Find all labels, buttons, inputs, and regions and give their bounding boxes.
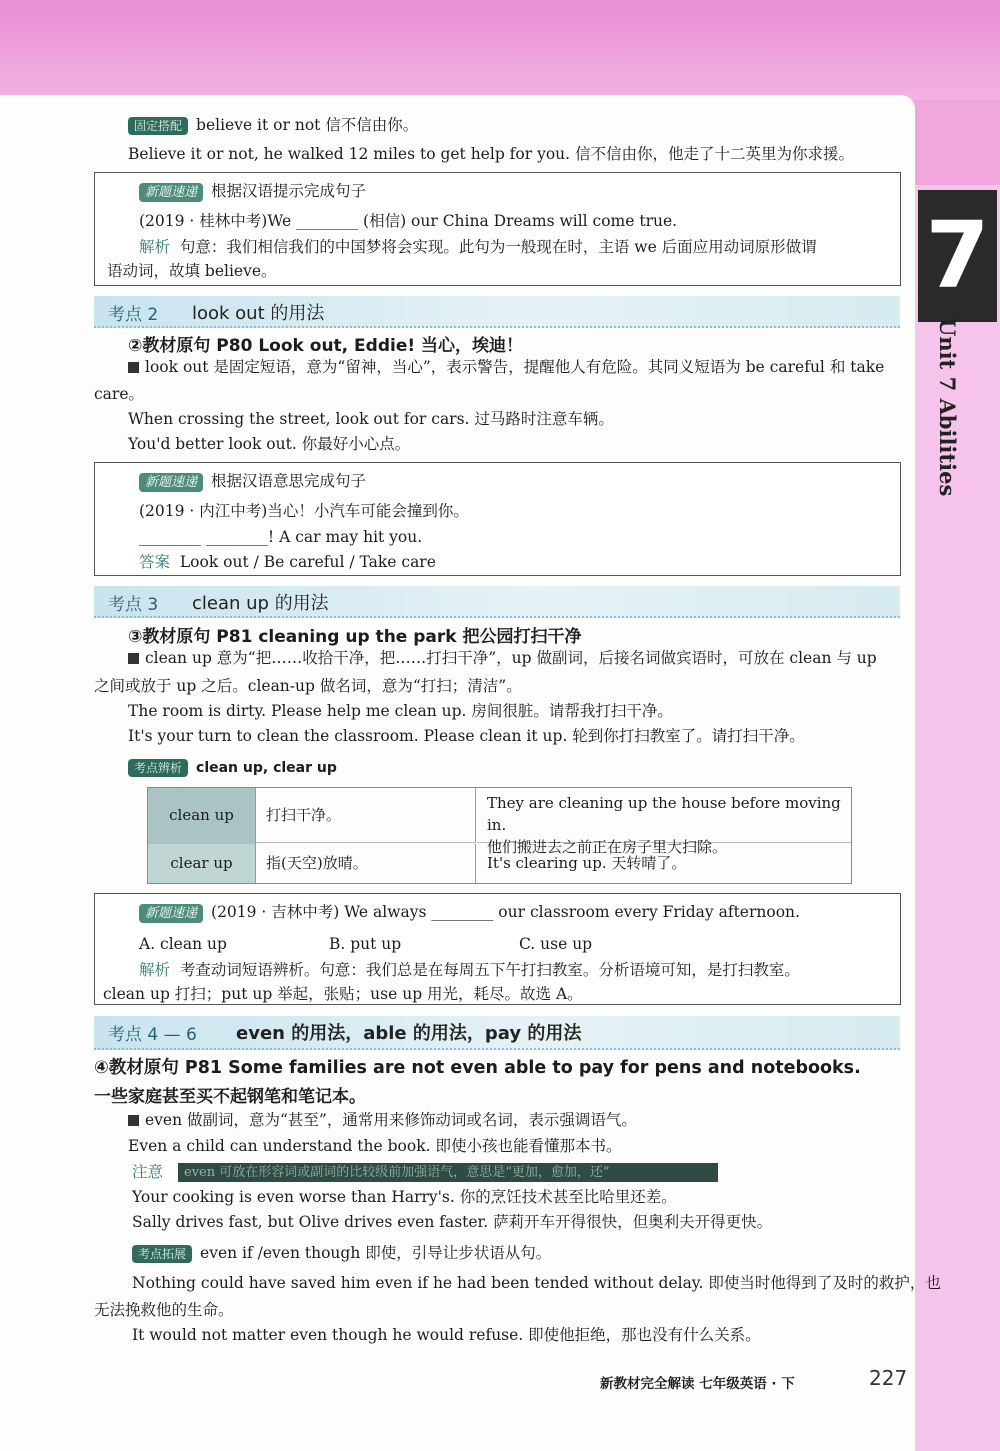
point3-number: 考点 3 <box>108 595 159 615</box>
table-row1-term: clean up <box>148 788 256 844</box>
practice-question-1: (2019 · 桂林中考)We ________ (相信) our China Dreams will come true. <box>139 212 678 230</box>
analysis-text-1b: 语动词，故填 believe。 <box>107 262 277 280</box>
point4-source-line1: ④教材原句 P81 Some families are not even able to pay for pens and notebooks. <box>94 1058 861 1078</box>
analysis-label-3: 解析 <box>139 961 171 979</box>
unit-title-vertical: Unit 7 Abilities <box>935 318 960 497</box>
point3-explanation-line1: clean up 意为“把……收拾干净，把……打扫干净”，up 做副词，后接名词做宾语时，可放在 clean 与 up <box>128 648 877 668</box>
analysis-text-3a: 考查动词短语辨析。句意：我们总是在每周五下午打扫教室。分析语境可知，是打扫教室。 <box>179 961 800 979</box>
point4-explanation: even 做副词，意为“甚至”，通常用来修饰动词或名词，表示强调语气。 <box>128 1110 637 1130</box>
table-row1-meaning: 打扫干净。 <box>256 788 476 843</box>
note-label: 注意 <box>132 1163 164 1181</box>
practice-question-3: (2019 · 吉林中考) We always ________ our classroom every Friday afternoon. <box>211 903 800 921</box>
bullet-square-icon <box>128 653 139 664</box>
practice-tag-3: 新题速递 <box>139 904 203 923</box>
answer-text-2: Look out / Be careful / Take care <box>179 553 436 571</box>
point3-example1: The room is dirty. Please help me clean up. 房间很脏。请帮我打扫干净。 <box>128 702 673 720</box>
fixed-phrase: believe it or not 信不信由你。 <box>196 116 419 134</box>
point4-example2: Your cooking is even worse than Harry's. 你的烹饪技术甚至比哈里还差。 <box>132 1188 677 1206</box>
extension-tag: 考点拓展 <box>132 1245 192 1263</box>
section-header-point4 <box>94 1016 900 1050</box>
point2-title: look out 的用法 <box>192 303 325 324</box>
section-header-point3 <box>94 586 900 618</box>
option-a: A. clean up <box>139 935 227 953</box>
point4-number: 考点 4 — 6 <box>108 1025 197 1045</box>
point2-example2: You'd better look out. 你最好小心点。 <box>128 435 411 453</box>
practice-question-2: (2019 · 内江中考)当心！小汽车可能会撞到你。 <box>139 502 469 520</box>
analysis-text-3b: clean up 打扫；put up 举起，张贴；use up 用光，耗尽。故选 A。 <box>103 985 583 1003</box>
example-sentence: Believe it or not, he walked 12 miles to get help for you. 信不信由你，他走了十二英里为你求援。 <box>128 145 854 163</box>
point4-title: even 的用法，able 的用法，pay 的用法 <box>236 1023 582 1044</box>
unit-number-block: 7 <box>918 190 997 322</box>
practice-instruction-2: 根据汉语意思完成句子 <box>211 472 367 490</box>
point2-example1: When crossing the street, look out for cars. 过马路时注意车辆。 <box>128 410 614 428</box>
compare-title: clean up, clear up <box>196 760 337 776</box>
bullet-square-icon <box>128 1115 139 1126</box>
footer-book-title: 新教材完全解读 七年级英语 · 下 <box>600 1376 795 1392</box>
compare-tag: 考点辨析 <box>128 759 188 777</box>
point2-explanation-line2: care。 <box>94 385 145 403</box>
point4-example4-line1: Nothing could have saved him even if he had been tended without delay. 即使当时他得到了及时的救护，也 <box>132 1274 941 1292</box>
table-row2-example: It's clearing up. 天转晴了。 <box>487 854 687 872</box>
point4-example3: Sally drives fast, but Olive drives even faster. 萨莉开车开得很快，但奥利夫开得更快。 <box>132 1213 773 1231</box>
point4-example5: It would not matter even though he would refuse. 即使他拒绝，那也没有什么关系。 <box>132 1326 761 1344</box>
practice-box-2 <box>94 462 901 576</box>
point3-example2: It's your turn to clean the classroom. Please clean it up. 轮到你打扫教室了。请打扫干净。 <box>128 727 805 745</box>
fixed-phrase-tag: 固定搭配 <box>128 117 188 135</box>
compare-line <box>128 757 337 778</box>
note-text: even 可放在形容词或副词的比较级前加强语气，意思是“更加，愈加，还” <box>184 1165 610 1180</box>
page-number: 227 <box>869 1366 908 1390</box>
option-c: C. use up <box>519 935 593 953</box>
practice-blank-2: ________ ________! A car may hit you. <box>139 528 423 546</box>
analysis-label-1: 解析 <box>139 238 171 256</box>
table-row2-term: clear up <box>148 844 256 883</box>
point3-title: clean up 的用法 <box>192 593 329 614</box>
practice-instruction-1: 根据汉语提示完成句子 <box>211 182 367 200</box>
extension-text: even if /even though 即使，引导让步状语从句。 <box>200 1244 552 1262</box>
note-highlight-bar <box>178 1163 718 1182</box>
analysis-text-1a: 句意：我们相信我们的中国梦将会实现。此句为一般现在时，主语 we 后面应用动词原形做谓 <box>179 238 817 256</box>
page-top-band <box>0 0 1000 100</box>
point3-source-sentence: ③教材原句 P81 cleaning up the park 把公园打扫干净 <box>128 627 582 647</box>
section-header-point2 <box>94 296 900 328</box>
practice-tag-1: 新题速递 <box>139 183 203 202</box>
point2-number: 考点 2 <box>108 305 159 325</box>
practice-box-1 <box>94 172 901 286</box>
note-line <box>132 1162 163 1182</box>
table-row1-example: They are cleaning up the house before moving in. 他们搬进去之前正在房子里大扫除。 <box>477 788 851 843</box>
table-row2-meaning: 指(天空)放晴。 <box>256 844 476 883</box>
answer-label-2: 答案 <box>139 553 171 571</box>
point2-source-sentence: ②教材原句 P80 Look out, Eddie! 当心，埃迪！ <box>128 336 524 356</box>
extension-line <box>132 1243 551 1263</box>
fixed-phrase-line <box>128 115 418 135</box>
practice-tag-2: 新题速递 <box>139 473 203 492</box>
option-b: B. put up <box>329 935 402 953</box>
bullet-square-icon <box>128 362 139 373</box>
point4-source-line2: 一些家庭甚至买不起钢笔和笔记本。 <box>94 1087 366 1107</box>
point4-example4-line2: 无法挽救他的生命。 <box>94 1301 234 1319</box>
practice-box-3 <box>94 893 901 1005</box>
point3-explanation-line2: 之间或放于 up 之后。clean-up 做名词，意为“打扫；清洁”。 <box>94 677 522 695</box>
point4-example1: Even a child can understand the book. 即使小孩也能看懂那本书。 <box>128 1137 622 1155</box>
compare-table <box>147 787 852 884</box>
point2-explanation-line1: look out 是固定短语，意为“留神，当心”，表示警告，提醒他人有危险。其同义短语为 be careful 和 take <box>128 357 884 377</box>
